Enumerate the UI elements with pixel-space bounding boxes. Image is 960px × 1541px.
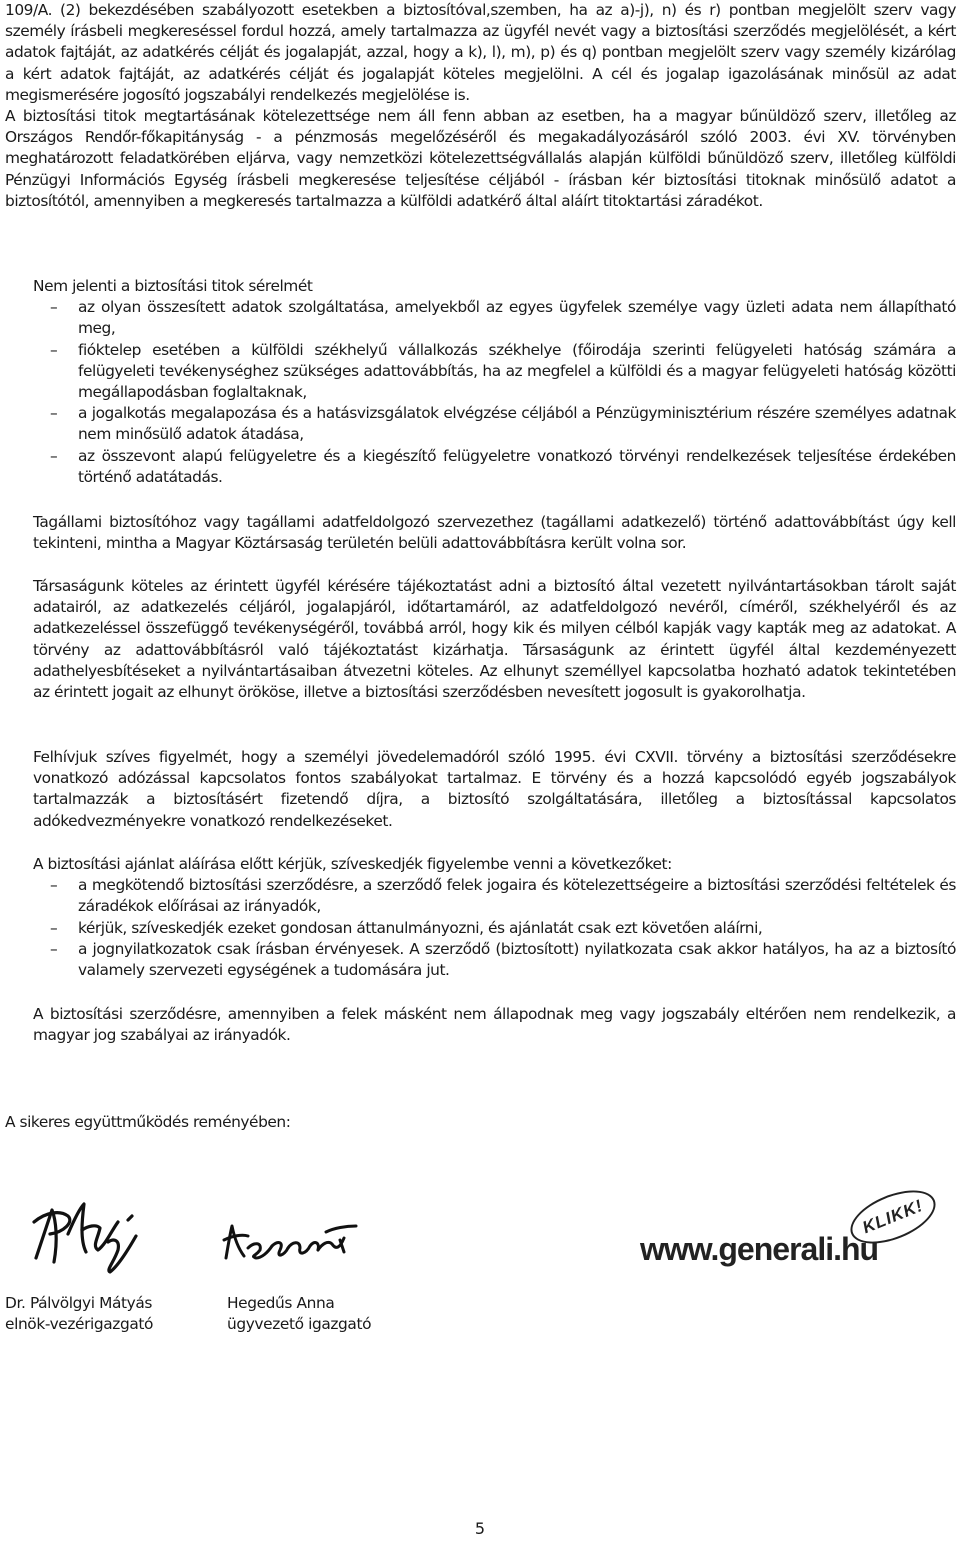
list-item-text: a jognyilatkozatok csak írásban érvényesek. A szerződő (biztosított) nyilatkozata csak akkor hatályos, ha az a biztosító valamely szervezeti egységének a tudomására jut. [78,939,956,980]
section-10-body: Tagállami biztosítóhoz vagy tagállami adatfeldolgozó szervezethez (tagállami adatkezelő) történő adattovábbítást úgy kell tekinteni, mintha a Magyar Köztársaság területén belüli adattovábbításra került volna sor. [33,513,956,553]
section-9-number [5,276,33,297]
list-item-text: a megkötendő biztosítási szerződésre, a szerződő felek jogaira és kötelezettségeire a biztosítási szerződési feltételek és záradékok előírásai az irányadók, [78,876,956,916]
signatory-1 [5,1293,153,1335]
klikk-badge-text: KLIKK! [859,1195,926,1238]
section-12-body: Felhívjuk szíves figyelmét, hogy a személyi jövedelemadóról szóló 1995. évi CXVII. törvény a biztosítási szerződésekre vonatkozó adózással kapcsolatos fontos szabályokat tartalmaz. E törvény és a hozzá kapcsolódó egyéb jogszabályok tartalmazzák a biztosításért fizetendő díjra, a biztosító szolgáltatására, illetőleg a biztosítással kapcsolatos adókedvezményekre vonatkozó rendelkezéseket. [33,748,956,830]
page-number: 5 [474,1519,486,1538]
section-11 [5,576,956,703]
list-item-text: fióktelep esetében a külföldi székhelyű vállalkozás székhelye (főirodája szerinti felügyeleti hatóság számára a felügyeleti tevékenységhez szükséges adattovábbítás, ha az megfelel a külföldi és a magyar felügyeleti hatóság közötti megállapodásban foglaltaknak, [78,340,956,402]
section-109a-label: 109/A. [5,1,53,19]
list-item-text: a jogalkotás megalapozása és a hatásvizsgálatok elvégzése céljából a Pénzügyminisztérium részére személyes adatnak nem minősülő adatok átadása, [78,404,956,444]
section-14-body: A biztosítási szerződésre, amennyiben a felek másként nem állapodnak meg vagy jogszabály eltérően nem rendelkezik, a magyar jog szabályai az irányadók. [33,1005,956,1045]
section-14-number [5,1004,33,1025]
closing-text: A sikeres együttműködés reményében: [5,1113,291,1131]
list-item [5,340,956,404]
section-13-intro [5,854,956,875]
section-109a-para2: A biztosítási titok megtartásának kötelezettsége nem áll fenn abban az esetben, ha a magyar bűnüldöző szerv, illetőleg az Országos Rendőr-főkapitányság - a pénzmosás megelőzéséről és megakadályozásáról szóló 2003. évi XV. törvényben meghatározott feladatkörében eljárva, vagy nemzetközi kötelezettségvállalás alapján külföldi bűnüldöző szerv, illetőleg külföldi Pénzügyi Információs Egység írásbeli megkeresése teljesítése céljából - írásban kér biztosítási titoknak minősülő adatot a biztosítótól, amennyiben a megkeresés tartalmazza a külföldi adatkérő által aláírt titoktartási záradékot. [5,107,956,210]
list-item [5,918,956,939]
generali-logo[interactable] [640,1195,960,1265]
signatory-2-title: ügyvezető igazgató [227,1315,372,1333]
section-9-intro [5,276,956,297]
section-12-number [5,747,33,768]
signatory-1-title: elnök-vezérigazgató [5,1315,154,1333]
section-10-text [5,512,956,554]
section-9-intro-text: Nem jelenti a biztosítási titok sérelmét [33,277,313,295]
dash-bullet: – [50,446,58,465]
section-9 [5,276,956,488]
section-12 [5,747,956,832]
list-item [5,403,956,445]
section-14-text [5,1004,956,1046]
section-13-intro-text: A biztosítási ajánlat aláírása előtt kérjük, szíveskedjék figyelembe venni a következőket: [33,855,672,873]
list-item-text: kérjük, szíveskedjék ezeket gondosan áttanulmányozni, és ajánlatát csak ezt követően aláírni, [78,918,763,937]
list-item [5,297,956,339]
signatory-2 [227,1293,371,1335]
dash-bullet: – [50,298,58,317]
dash-bullet: – [50,939,58,958]
dash-bullet: – [50,404,58,423]
section-12-text [5,747,956,832]
list-item [5,446,956,488]
dash-bullet: – [50,340,58,359]
section-11-text [5,576,956,703]
list-item [5,939,956,981]
section-14 [5,1004,956,1046]
list-item-text: az olyan összesített adatok szolgáltatása, amelyekből az egyes ügyfelek személye vagy üzleti adata nem állapítható meg, [78,298,956,338]
section-10-number [5,512,33,533]
signatory-2-name: Hegedűs Anna [227,1294,335,1312]
dash-bullet: – [50,918,58,937]
section-10 [5,512,956,554]
section-13 [5,854,956,981]
list-item-text: az összevont alapú felügyeletre és a kiegészítő felügyeletre vonatkozó törvényi rendelkezések teljesítése érdekében történő adatátadás. [78,446,956,486]
section-11-body: Társaságunk köteles az érintett ügyfél kérésére tájékoztatást adni a biztosító által vezetett nyilvántartásokban tárolt saját adatairól, az adatkezelés céljáról, jogalapjáról, időtartamáról, az adatfeldolgozó nevéről, címéről, székhelyéről és az adatkezeléssel összefüggő tevékenységéről, továbbá arról, hogy kik és milyen célból kapják vagy kapták meg az adatokat. A törvény az adattovábbításról való tájékoztatást kizárhatja. Társaságunk az érintett ügyfél által kezdeményezett adathelyesbítéseket a nyilvántartásaiban átvezetni köteles. Az elhunyt személlyel kapcsolatba hozható adatok tekintetében az érintett jogait az elhunyt örököse, illetve a biztosítási szerződésben nevesített jogosult is gyakorolhatja. [33,577,956,702]
signatory-1-name: Dr. Pálvölgyi Mátyás [5,1294,152,1312]
signature-hegedus [222,1218,362,1268]
closing-line [5,1112,956,1133]
section-109a-para1 [5,0,956,106]
logo-url-text: www.generali.hu [640,1231,879,1267]
section-109a-para1-text: (2) bekezdésében szabályozott esetekben a biztosítóval,szemben, ha az a)-j), n) és r) pontban megjelölt szerv vagy személy írásbeli megkereséssel fordul hozzá, amely tartalmazza az ügyfél nevét vagy a biztosítási szerződés megjelölését, a kért adatok fajtáját, az adatkérés célját és jogalapját, azzal, hogy a k), l), m), p) és q) pontban megjelölt szerv vagy személy kizárólag a kért adatok fajtáját, az adatkérés célját és jogalapját köteles megjelölni. A cél és jogalap igazolásának minősül az adat megismerésére jogosító jogszabályi rendelkezés megjelölése is. [5,1,956,104]
signature-palvolgyi [28,1200,148,1275]
dash-bullet: – [50,876,58,895]
list-item [5,875,956,917]
section-109a [5,0,956,212]
section-11-number [5,576,33,597]
section-13-number [5,854,33,875]
